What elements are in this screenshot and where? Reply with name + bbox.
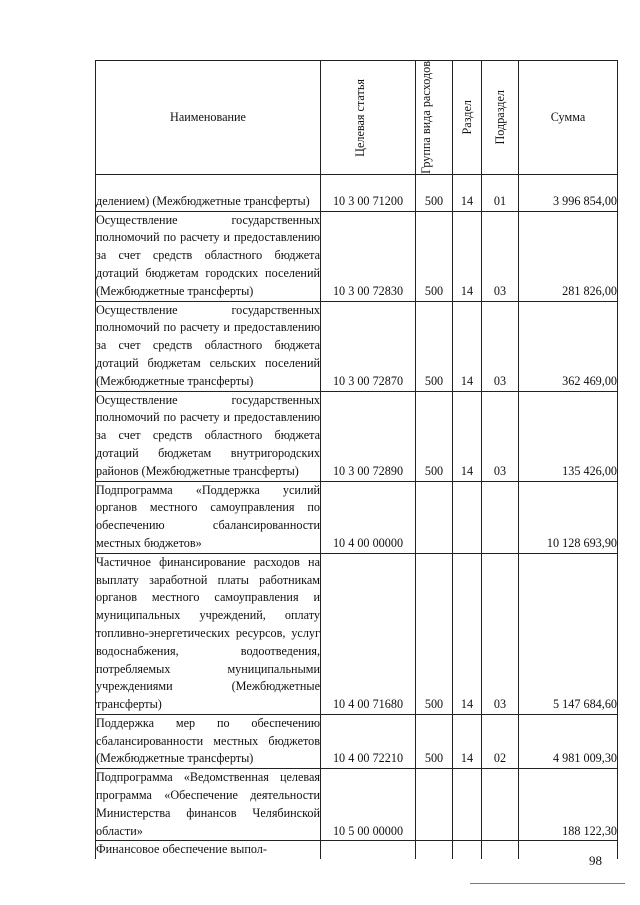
row-sum: 281 826,00 — [519, 211, 618, 301]
header-expense-group: Группа вида расходов — [416, 61, 453, 175]
row-name: делением) (Межбюджетные трансферты) — [96, 174, 321, 211]
row-name: Поддержка мер по обеспечению сбалансированности местных бюджетов (Межбюджетные трансферты) — [96, 714, 321, 768]
row-expense-group — [416, 769, 453, 841]
row-section: 14 — [453, 714, 482, 768]
row-sum: 362 469,00 — [519, 301, 618, 391]
row-expense-group: 500 — [416, 211, 453, 301]
row-sum: 135 426,00 — [519, 391, 618, 481]
table-row — [96, 553, 618, 714]
row-expense-group: 500 — [416, 301, 453, 391]
row-subsection: 03 — [482, 211, 519, 301]
row-section: 14 — [453, 211, 482, 301]
footer-rule — [470, 883, 625, 884]
row-target-article: 10 4 00 72210 — [321, 714, 416, 768]
row-name: Подпрограмма «Ведомственная целевая программа «Обеспечение деятельности Министерства финансов Челябинской области» — [96, 769, 321, 841]
row-sum: 4 981 009,30 — [519, 714, 618, 768]
row-section: 14 — [453, 174, 482, 211]
row-target-article: 10 3 00 72870 — [321, 301, 416, 391]
row-expense-group: 500 — [416, 553, 453, 714]
header-sum: Сумма — [519, 61, 618, 175]
row-expense-group — [416, 841, 453, 859]
row-section — [453, 769, 482, 841]
header-section: Раздел — [453, 61, 482, 175]
row-sum — [519, 841, 618, 859]
header-subsection: Подраздел — [482, 61, 519, 175]
row-name: Осуществление государственных полномочий по расчету и предоставлению за счет средств областного бюджета дотаций бюджетам внутригородских районов (Межбюджетные трансферты) — [96, 391, 321, 481]
row-expense-group: 500 — [416, 174, 453, 211]
row-subsection — [482, 481, 519, 553]
row-name: Осуществление государственных полномочий по расчету и предоставлению за счет средств областного бюджета дотаций бюджетам городских поселений (Межбюджетные трансферты) — [96, 211, 321, 301]
header-target-article: Целевая статья — [321, 61, 416, 175]
row-target-article: 10 4 00 00000 — [321, 481, 416, 553]
table-row — [96, 769, 618, 841]
row-expense-group: 500 — [416, 714, 453, 768]
row-section: 14 — [453, 553, 482, 714]
row-target-article: 10 5 00 00000 — [321, 769, 416, 841]
row-section: 14 — [453, 301, 482, 391]
table-row — [96, 301, 618, 391]
row-section — [453, 481, 482, 553]
row-sum: 3 996 854,00 — [519, 174, 618, 211]
row-target-article — [321, 841, 416, 859]
row-sum: 188 122,30 — [519, 769, 618, 841]
row-target-article: 10 3 00 72830 — [321, 211, 416, 301]
row-expense-group — [416, 481, 453, 553]
row-name: Подпрограмма «Поддержка усилий органов местного самоуправления по обеспечению сбалансированности местных бюджетов» — [96, 481, 321, 553]
row-name: Финансовое обеспечение выпол- — [96, 841, 321, 859]
table-row — [96, 841, 618, 859]
row-subsection: 03 — [482, 553, 519, 714]
row-target-article: 10 4 00 71680 — [321, 553, 416, 714]
row-sum: 5 147 684,60 — [519, 553, 618, 714]
table-row — [96, 174, 618, 211]
row-subsection: 03 — [482, 301, 519, 391]
row-name: Частичное финансирование расходов на выплату заработной платы работникам органов местного самоуправления и муниципальных учреждений, оплату топливно-энергетических ресурсов, услуг водоснабжения, водоотведения, потребляемых муниципальными учреждениями (Межбюджетные трансферты) — [96, 553, 321, 714]
row-subsection: 02 — [482, 714, 519, 768]
row-expense-group: 500 — [416, 391, 453, 481]
row-target-article: 10 3 00 72890 — [321, 391, 416, 481]
row-subsection — [482, 841, 519, 859]
header-name: Наименование — [96, 61, 321, 175]
table-row — [96, 481, 618, 553]
table-row — [96, 211, 618, 301]
table-row — [96, 391, 618, 481]
row-subsection: 03 — [482, 391, 519, 481]
table-header-row — [96, 61, 618, 175]
row-subsection: 01 — [482, 174, 519, 211]
row-target-article: 10 3 00 71200 — [321, 174, 416, 211]
row-section — [453, 841, 482, 859]
page-number: 98 — [589, 853, 602, 868]
row-subsection — [482, 769, 519, 841]
budget-table — [95, 60, 618, 859]
row-sum: 10 128 693,90 — [519, 481, 618, 553]
table-row — [96, 714, 618, 768]
row-name: Осуществление государственных полномочий по расчету и предоставлению за счет средств областного бюджета дотаций бюджетам сельских поселений (Межбюджетные трансферты) — [96, 301, 321, 391]
row-section: 14 — [453, 391, 482, 481]
